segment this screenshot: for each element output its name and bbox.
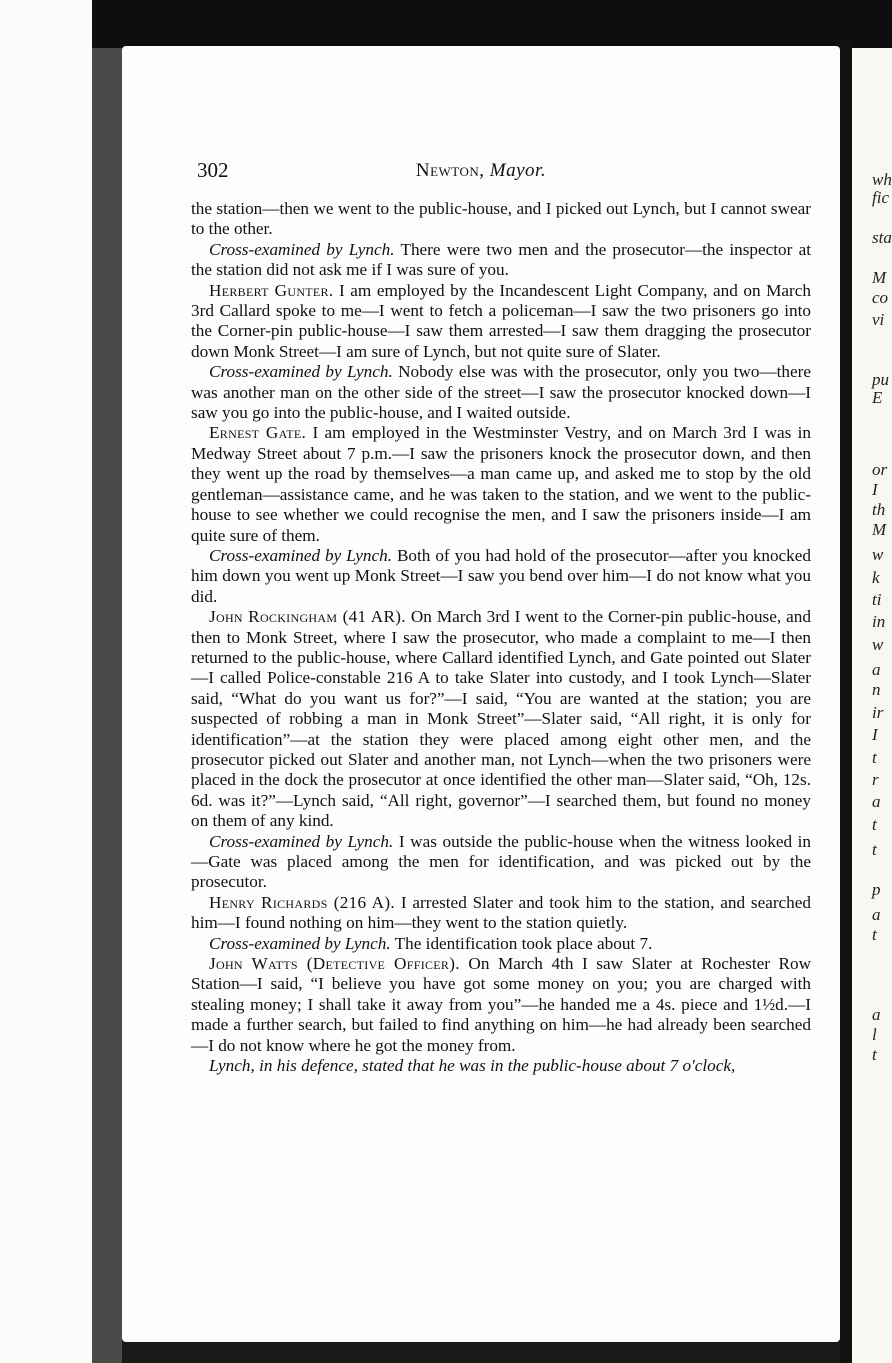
book-gutter <box>840 40 852 1363</box>
facing-page-fragment: wh <box>872 170 892 189</box>
paragraph-text: On March 4th I saw Slater at Rochester Row Station—I said, “I believe you have got some money on you; you are charged with stealing money; I shall take it away from you”—he handed me a 4s. piece and 1½d.—I made a further search, but failed to find anything on him—he had already been searched—I do not know where he got the money from. <box>191 954 811 1055</box>
facing-page-fragment: n <box>872 680 881 699</box>
paragraph <box>191 199 811 240</box>
facing-page-fragment: E <box>872 388 883 407</box>
paragraph <box>191 954 811 1056</box>
facing-page-fragment: w <box>872 545 884 564</box>
facing-page-fragment: I <box>872 480 878 499</box>
page-body <box>191 199 811 1076</box>
paragraph <box>191 423 811 545</box>
paragraph-lead: Henry Richards (216 A). <box>209 892 395 912</box>
paragraph <box>191 832 811 893</box>
facing-page-fragment: a <box>872 905 881 924</box>
facing-page-fragment: r <box>872 770 879 789</box>
paragraph <box>191 893 811 934</box>
paragraph-lead: Cross-examined by Lynch. <box>209 362 393 382</box>
paragraph-lead: Cross-examined by Lynch. <box>209 239 395 259</box>
facing-page-fragment: t <box>872 925 877 944</box>
page-number: 302 <box>197 158 229 182</box>
paragraph-text: Nobody else was with the prosecutor, only you two—there was another man on the other side of the street—I saw the prosecutor knocked down—I saw you go into the public-house, and I waited outside. <box>191 362 812 423</box>
paragraph <box>191 607 811 831</box>
facing-page-fragment: k <box>872 568 880 587</box>
paragraph <box>191 281 811 363</box>
facing-page-fragment: th <box>872 500 886 519</box>
paragraph-text: I am employed in the Westminster Vestry, and on March 3rd I was in Medway Street about 7 p.m.—I saw the prisoners knock the prosecutor down, and then they went up the road by themselves—a man came up, and asked me to stop by the old gentleman—assistance came, and he was taken to the station, and we went to the public-house to see whether we could recognise the men, and I saw the prisoners inside—I am quite sure of them. <box>191 423 811 545</box>
book-binding <box>92 0 122 1363</box>
facing-page-fragment: a <box>872 660 881 679</box>
paragraph-text: the station—then we went to the public-house, and I picked out Lynch, but I cannot swear to the other. <box>191 199 811 239</box>
page-header <box>122 158 840 188</box>
facing-page-fragment: M <box>872 520 887 539</box>
facing-page-fragment: t <box>872 748 877 767</box>
paragraph-lead: John Rockingham (41 AR). <box>209 607 406 627</box>
paragraph <box>191 362 811 423</box>
paragraph-text: There were two men and the prosecutor—the inspector at the station did not ask me if I was sure of you. <box>191 239 812 280</box>
paragraph-text: The identification took place about 7. <box>390 933 653 953</box>
facing-page-fragment: pu <box>872 370 889 389</box>
facing-page-fragment: M <box>872 268 887 287</box>
facing-page-fragment: fic <box>872 188 889 207</box>
running-head <box>122 160 840 182</box>
facing-page-fragment: I <box>872 725 878 744</box>
facing-page-fragment: co <box>872 288 889 307</box>
paragraph-text: in his defence, stated that he was in the public-house about 7 o'clock, <box>254 1056 736 1076</box>
facing-page-fragment: p <box>872 880 881 899</box>
scan-top-border <box>92 0 892 48</box>
facing-page-fragment: a <box>872 792 881 811</box>
paragraph-lead: Herbert Gunter. <box>209 280 334 300</box>
paragraph-lead: Ernest Gate. <box>209 423 307 443</box>
paragraph-lead: John Watts (Detective Officer). <box>209 954 460 974</box>
facing-page-fragment: l <box>872 1025 877 1044</box>
facing-page-fragment: vi <box>872 310 885 329</box>
paragraph <box>191 934 811 954</box>
facing-page-fragment: t <box>872 840 877 859</box>
paragraph-lead: Lynch, <box>209 1056 255 1076</box>
facing-page-fragment: t <box>872 815 877 834</box>
paragraph-lead: Cross-examined by Lynch. <box>209 933 391 953</box>
paragraph-lead: Cross-examined by Lynch. <box>209 831 394 851</box>
facing-page-fragment: t <box>872 1045 877 1064</box>
scan-left-margin <box>0 0 92 1363</box>
paragraph-text: On March 3rd I went to the Corner-pin public-house, and then to Monk Street, where I saw the prosecutor, who made a complaint to me—I then returned to the public-house, where Callard identified Lynch, and Gate pointed out Slater—I called Police-constable 216 A to take Slater into custody, and I took Lynch—Slater said, “What do you want us for?”—I said, “You are wanted at the station; you are suspected of robbing a man in Monk Street”—Slater said, “All right, it is only for identification”—at the station they were placed among eight other men, and the prosecutor picked out Slater and another man, not Lynch—when the two prisoners were placed in the dock the prosecutor at once identified the other man—Slater said, “Oh, 12s. 6d. was it?”—Lynch said, “All right, governor”—I searched them, but found no money on them of any kind. <box>191 607 811 831</box>
paragraph-text: Both of you had hold of the prosecutor—after you knocked him down you went up Monk Street—I saw you bend over him—I do not know what you did. <box>191 545 812 606</box>
facing-page-fragment: ir <box>872 703 884 722</box>
book-page <box>122 46 840 1342</box>
running-head-title: Mayor. <box>489 160 547 181</box>
facing-page-fragment: ti <box>872 590 882 609</box>
paragraph <box>191 240 811 281</box>
paragraph-text: I arrested Slater and took him to the station, and searched him—I found nothing on him—they went to the station quietly. <box>191 892 811 933</box>
facing-page-fragment: a <box>872 1005 881 1024</box>
facing-page-edge <box>852 48 892 1363</box>
paragraph <box>191 1056 811 1076</box>
paragraph <box>191 546 811 607</box>
facing-page-fragment: or <box>872 460 888 479</box>
paragraph-lead: Cross-examined by Lynch. <box>209 545 392 565</box>
paragraph-text: I was outside the public-house when the witness looked in—Gate was placed among the men for identification, and was picked out by the prosecutor. <box>191 831 811 892</box>
facing-page-fragment: w <box>872 635 884 654</box>
facing-page-fragment: in <box>872 612 886 631</box>
facing-page-fragment: sta <box>872 228 892 247</box>
running-head-name: Newton, <box>415 160 485 181</box>
paragraph-text: I am employed by the Incandescent Light Company, and on March 3rd Callard spoke to me—I went to fetch a policeman—I saw the two prisoners go into the Corner-pin public-house—I saw them arrested—I saw them dragging the prosecutor down Monk Street—I am sure of Lynch, but not quite sure of Slater. <box>191 280 811 361</box>
